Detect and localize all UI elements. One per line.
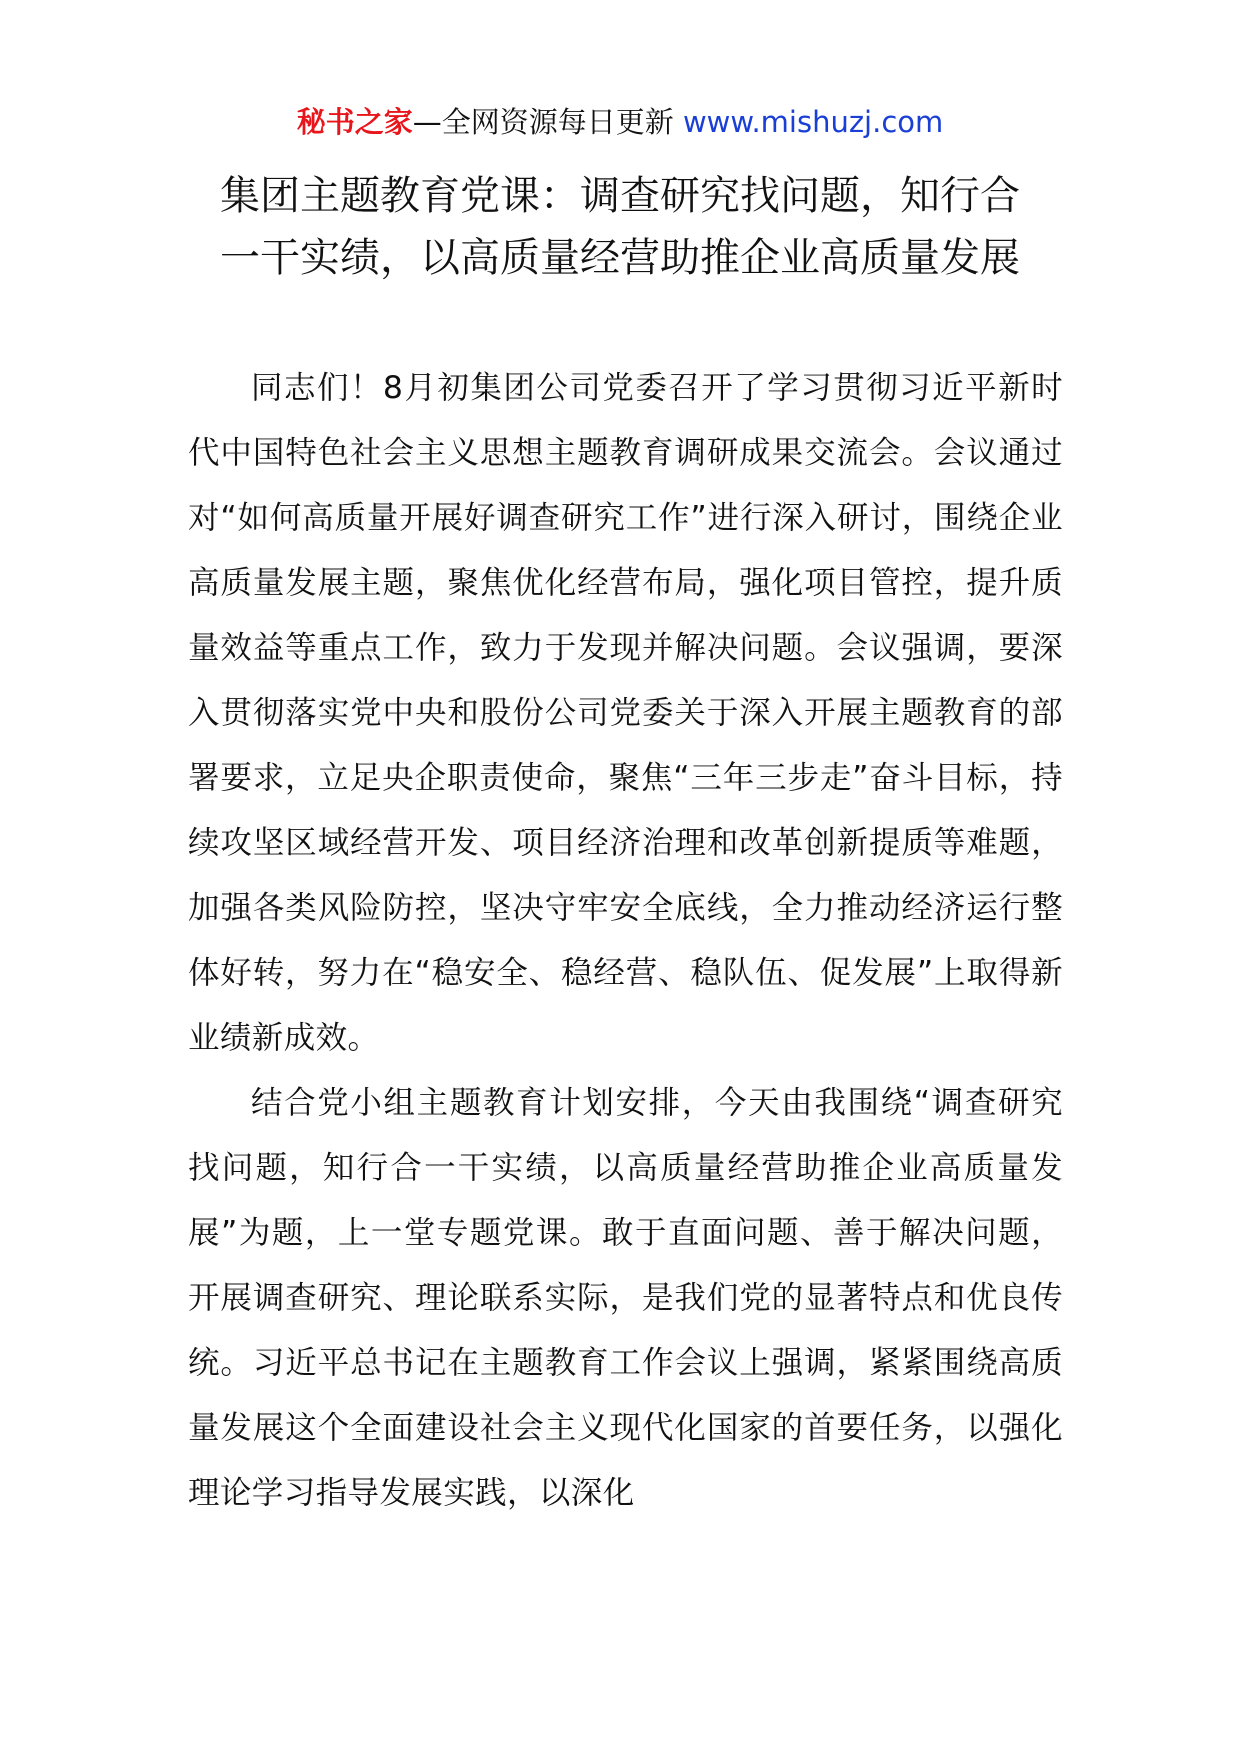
body-paragraph: 同志们！8月初集团公司党委召开了学习贯彻习近平新时代中国特色社会主义思想主题教育调研成果交流会。会议通过对“如何高质量开展好调查研究工作”进行深入研讨，围绕企业高质量发展主题，聚焦优化经营布局，强化项目管控，提升质量效益等重点工作，致力于发现并解决问题。会议强调，要深入贯彻落实党中央和股份公司党委关于深入开展主题教育的部署要求，立足央企职责使命，聚焦“三年三步走”奋斗目标，持续攻坚区域经营开发、项目经济治理和改革创新提质等难题，加强各类风险防控，坚决守牢安全底线，全力推动经济运行整体好转，努力在“稳安全、稳经营、稳队伍、促发展”上取得新业绩新成效。 — [188, 370, 1063, 1056]
header-tagline: —全网资源每日更新 — [412, 105, 683, 139]
site-url-link[interactable]: www.mishuzj.com — [682, 105, 944, 139]
site-header — [0, 102, 1240, 142]
document-body — [188, 356, 1063, 1526]
document-title — [150, 165, 1090, 289]
brand-name: 秘书之家 — [296, 105, 413, 139]
title-line-1: 集团主题教育党课：调查研究找问题，知行合 — [220, 173, 1020, 219]
body-paragraph: 结合党小组主题教育计划安排，今天由我围绕“调查研究找问题，知行合一干实绩，以高质量经营助推企业高质量发展”为题，上一堂专题党课。敢于直面问题、善于解决问题，开展调查研究、理论联系实际，是我们党的显著特点和优良传统。习近平总书记在主题教育工作会议上强调，紧紧围绕高质量发展这个全面建设社会主义现代化国家的首要任务，以强化理论学习指导发展实践，以深化 — [188, 1085, 1063, 1511]
title-line-2: 一干实绩，以高质量经营助推企业高质量发展 — [220, 235, 1020, 281]
